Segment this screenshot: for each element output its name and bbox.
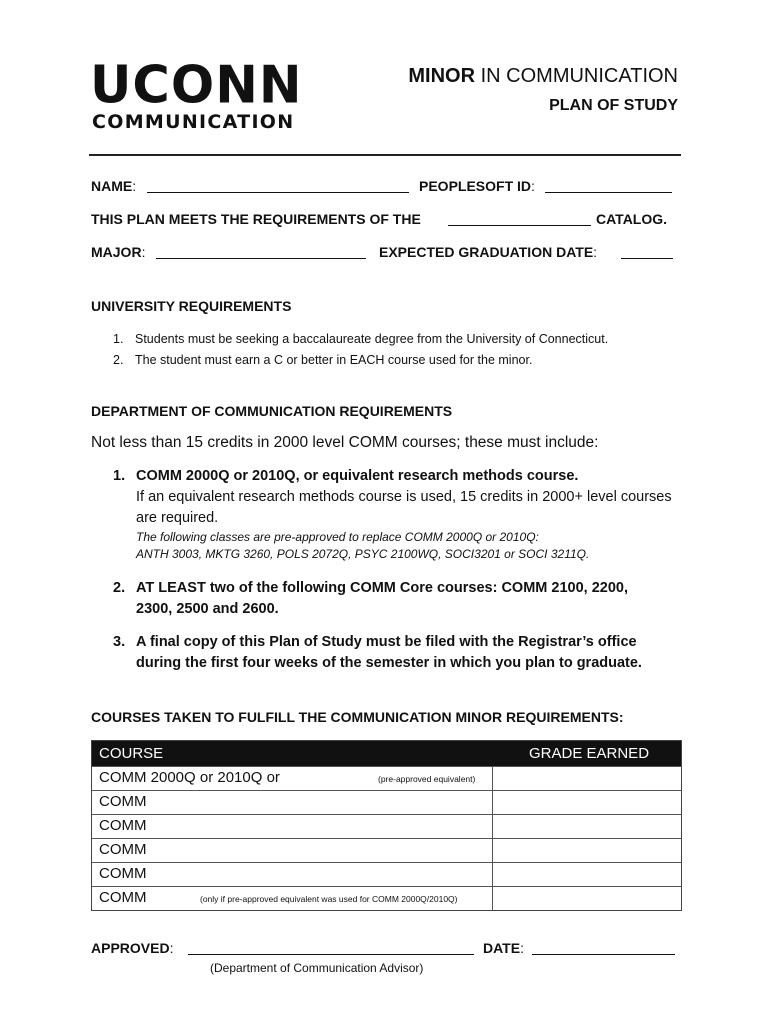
peoplesoft-id-field[interactable] — [545, 192, 672, 193]
table-row[interactable]: COMM 2000Q or 2010Q or (pre-approved equivalent) — [92, 766, 681, 791]
table-row[interactable]: COMM — [92, 838, 681, 863]
course-column-header: COURSE — [99, 745, 164, 762]
header-divider — [89, 154, 681, 156]
grade-cell[interactable] — [492, 815, 493, 839]
uconn-logo-wordmark: UCONN — [90, 55, 303, 116]
approved-signature-field[interactable] — [188, 954, 474, 955]
requirement-1-note: The following classes are pre-approved to replace COMM 2000Q or 2010Q: — [136, 530, 539, 544]
table-row[interactable]: COMM (only if pre-approved equivalent was used for COMM 2000Q/2010Q) — [92, 886, 681, 911]
grade-cell[interactable] — [492, 887, 493, 911]
table-row[interactable]: COMM — [92, 862, 681, 887]
grade-cell[interactable] — [492, 767, 493, 791]
grade-cell[interactable] — [492, 839, 493, 863]
graduation-date-field[interactable] — [621, 258, 673, 259]
advisor-caption: (Department of Communication Advisor) — [210, 961, 424, 975]
requirement-1-text: If an equivalent research methods course is used, 15 credits in 2000+ level courses are required. — [136, 489, 672, 526]
grade-column-header: GRADE EARNED — [529, 745, 650, 762]
peoplesoft-label: PEOPLESOFT ID: — [419, 178, 535, 194]
table-row[interactable]: COMM — [92, 814, 681, 839]
department-requirements-heading: DEPARTMENT OF COMMUNICATION REQUIREMENTS — [91, 403, 453, 419]
courses-table-header — [92, 741, 681, 766]
university-requirement-item: 2. The student must earn a C or better in EACH course used for the minor. — [113, 353, 533, 367]
graduation-label: EXPECTED GRADUATION DATE: — [379, 244, 598, 260]
title-rest: IN COMMUNICATION — [475, 65, 678, 87]
major-field[interactable] — [156, 258, 366, 259]
date-label: DATE: — [483, 940, 524, 956]
courses-table — [91, 740, 682, 911]
title-bold: MINOR — [408, 65, 476, 87]
requirement-1-courses: ANTH 3003, MKTG 3260, POLS 2072Q, PSYC 2100WQ, SOCI3201 or SOCI 3211Q. — [136, 547, 590, 561]
catalog-prefix: THIS PLAN MEETS THE REQUIREMENTS OF THE — [91, 211, 421, 227]
catalog-suffix: CATALOG. — [596, 211, 668, 227]
communication-logo-wordmark: COMMUNICATION — [92, 111, 295, 133]
table-row[interactable]: COMM — [92, 790, 681, 815]
name-label: NAME: — [91, 178, 137, 194]
department-intro: Not less than 15 credits in 2000 level COMM courses; these must include: — [91, 434, 599, 451]
grade-cell[interactable] — [492, 863, 493, 887]
catalog-field[interactable] — [448, 225, 591, 226]
grade-cell[interactable] — [492, 791, 493, 815]
university-requirement-item: 1. Students must be seeking a baccalaureate degree from the University of Connecticut. — [113, 332, 609, 346]
approved-label: APPROVED: — [91, 940, 174, 956]
university-requirements-heading: UNIVERSITY REQUIREMENTS — [91, 298, 292, 314]
page-title — [408, 64, 678, 88]
major-label: MAJOR: — [91, 244, 146, 260]
courses-heading: COURSES TAKEN TO FULFILL THE COMMUNICATION MINOR REQUIREMENTS: — [91, 709, 624, 725]
name-field[interactable] — [147, 192, 409, 193]
page-subtitle: PLAN OF STUDY — [549, 97, 678, 114]
requirement-1-title: COMM 2000Q or 2010Q, or equivalent research methods course. — [136, 468, 579, 484]
date-field[interactable] — [532, 954, 675, 955]
